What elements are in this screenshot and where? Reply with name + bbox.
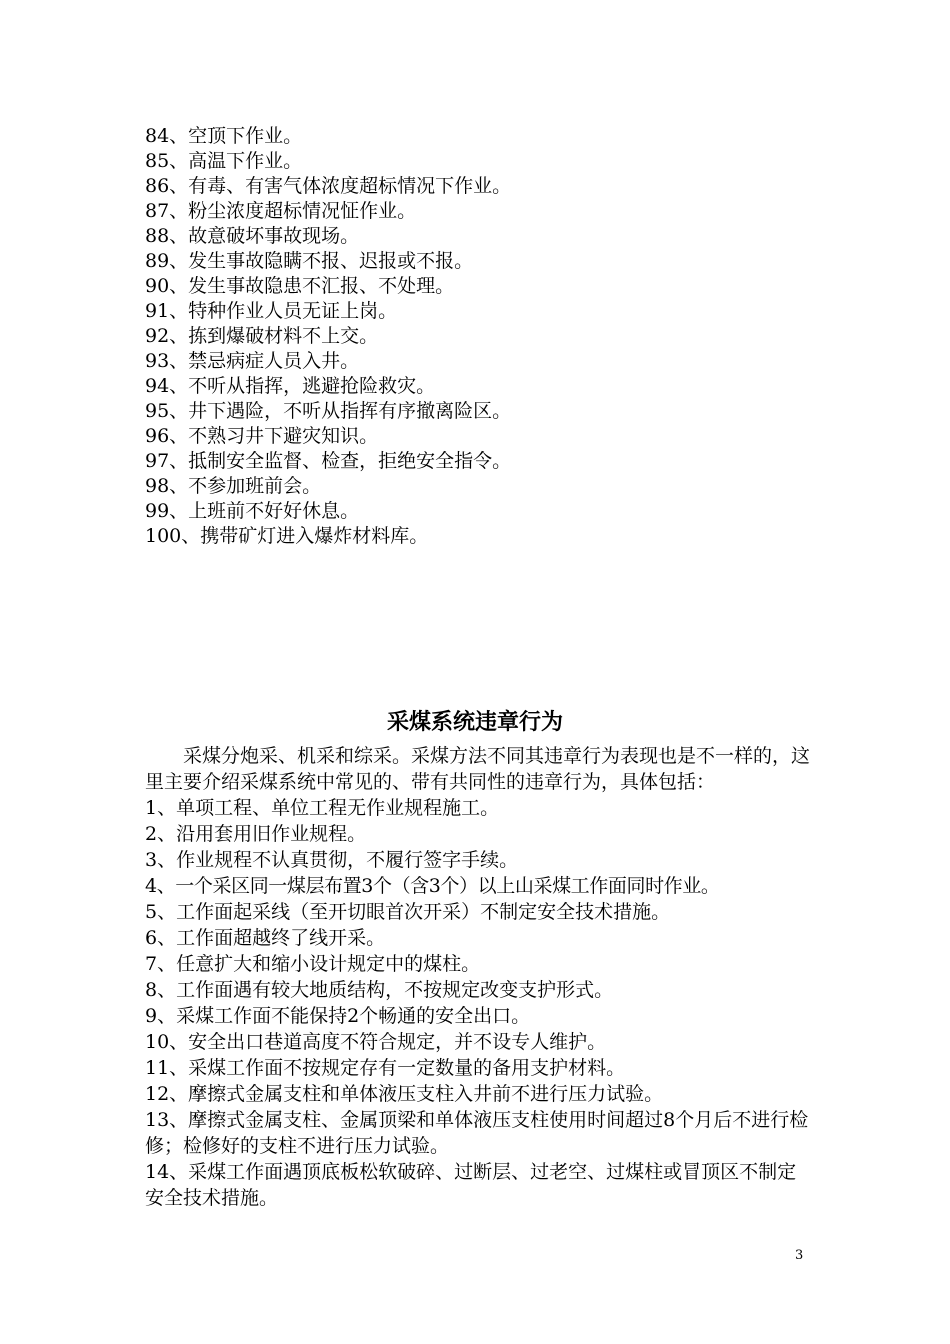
list-item: 90、发生事故隐患不汇报、不处理。 xyxy=(145,275,455,297)
list-item: 8、工作面遇有较大地质结构，不按规定改变支护形式。 xyxy=(145,979,614,1001)
list-item: 13、摩擦式金属支柱、金属顶梁和单体液压支柱使用时间超过8个月后不进行检修；检修好的支柱不进行压力试验。 xyxy=(145,1109,809,1157)
list-item: 94、不听从指挥，逃避抢险救灾。 xyxy=(145,375,436,397)
list-item: 9、采煤工作面不能保持2个畅通的安全出口。 xyxy=(145,1005,531,1027)
list-item: 88、故意破坏事故现场。 xyxy=(145,225,360,247)
list-item: 100、携带矿灯进入爆炸材料库。 xyxy=(145,525,429,547)
list-item: 84、空顶下作业。 xyxy=(145,125,303,147)
list-item: 86、有毒、有害气体浓度超标情况下作业。 xyxy=(145,175,512,197)
section-title: 采煤系统违章行为 xyxy=(386,709,563,735)
section-body xyxy=(145,743,810,1211)
list-item: 12、摩擦式金属支柱和单体液压支柱入井前不进行压力试验。 xyxy=(145,1083,664,1105)
list-item: 10、安全出口巷道高度不符合规定，并不设专人维护。 xyxy=(145,1031,607,1053)
list-item: 5、工作面起采线（至开切眼首次开采）不制定安全技术措施。 xyxy=(145,901,671,923)
list-item: 87、粉尘浓度超标情况怔作业。 xyxy=(145,200,417,222)
list-item: 2、沿用套用旧作业规程。 xyxy=(145,823,367,845)
list-item: 11、采煤工作面不按规定存有一定数量的备用支护材料。 xyxy=(145,1057,626,1079)
list-item: 1、单项工程、单位工程无作业规程施工。 xyxy=(145,797,500,819)
list-item: 6、工作面超越终了线开采。 xyxy=(145,927,386,949)
list-item: 92、拣到爆破材料不上交。 xyxy=(145,325,379,347)
list-item: 14、采煤工作面遇顶底板松软破碎、过断层、过老空、过煤柱或冒顶区不制定安全技术措施。 xyxy=(145,1161,797,1209)
page-number: 3 xyxy=(795,1248,804,1263)
list-item: 3、作业规程不认真贯彻，不履行签字手续。 xyxy=(145,849,519,871)
list-item: 95、井下遇险，不听从指挥有序撤离险区。 xyxy=(145,400,512,422)
list-item: 89、发生事故隐瞒不报、迟报或不报。 xyxy=(145,250,474,272)
list-item: 7、任意扩大和缩小设计规定中的煤柱。 xyxy=(145,953,481,975)
list-item: 99、上班前不好好休息。 xyxy=(145,500,360,522)
list-item: 91、特种作业人员无证上岗。 xyxy=(145,300,398,322)
list-item: 97、抵制安全监督、检查，拒绝安全指令。 xyxy=(145,450,512,472)
list-item: 96、不熟习井下避灾知识。 xyxy=(145,425,379,447)
list-item: 93、禁忌病症人员入井。 xyxy=(145,350,360,372)
violation-list-continued xyxy=(145,124,815,549)
list-item: 4、一个采区同一煤层布置3个（含3个）以上山采煤工作面同时作业。 xyxy=(145,875,720,897)
list-item: 98、不参加班前会。 xyxy=(145,475,322,497)
coal-mining-violation-list xyxy=(145,795,810,1211)
list-item: 85、高温下作业。 xyxy=(145,150,303,172)
section-intro: 采煤分炮采、机采和综采。采煤方法不同其违章行为表现也是不一样的，这里主要介绍采煤系统中常见的、带有共同性的违章行为，具体包括： xyxy=(145,745,811,793)
